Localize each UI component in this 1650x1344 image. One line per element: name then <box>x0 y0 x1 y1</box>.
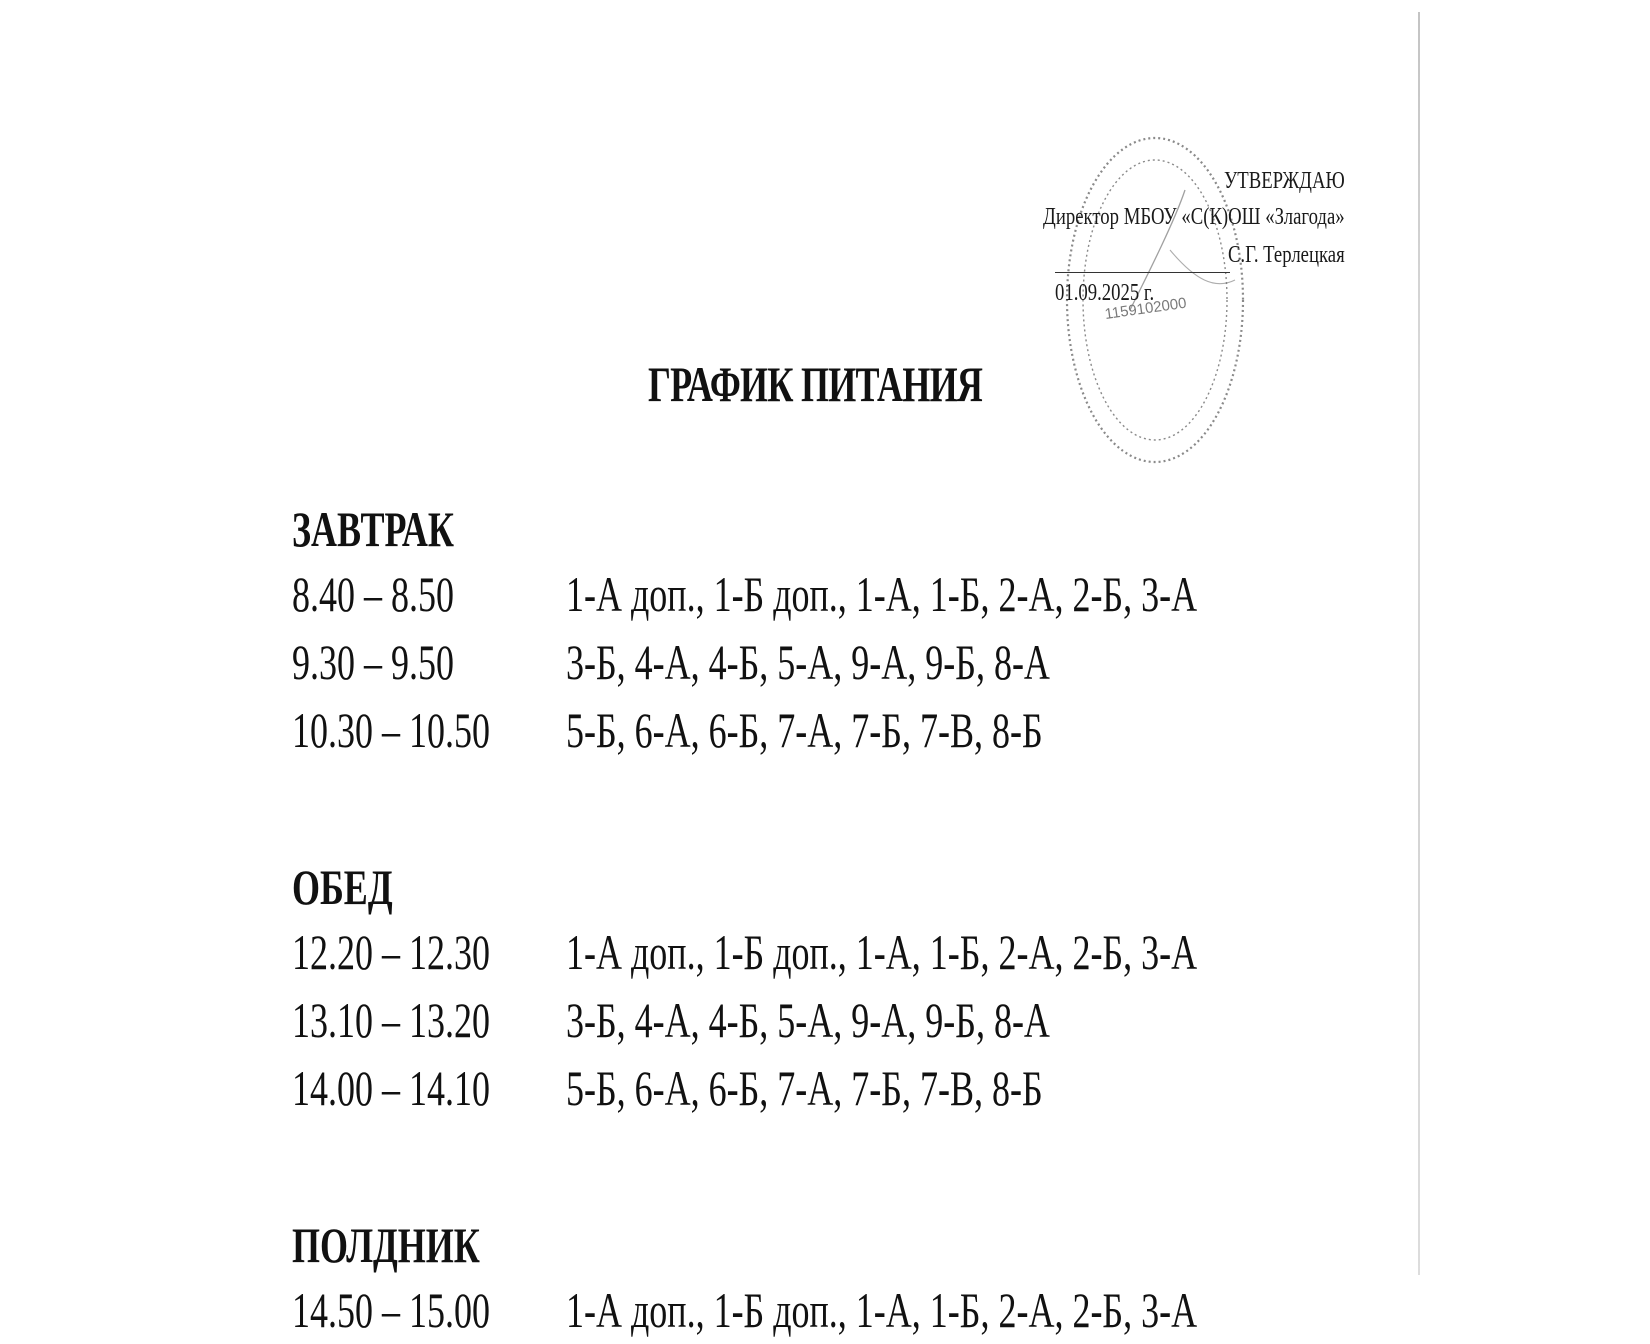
section-heading: ЗАВТРАК <box>292 501 455 557</box>
meal-classes: 1-А доп., 1-Б доп., 1-А, 1-Б, 2-А, 2-Б, 3-А <box>566 924 1198 980</box>
approval-label: УТВЕРЖДАЮ <box>1224 168 1345 194</box>
section-heading: ОБЕД <box>292 859 393 915</box>
meal-classes: 1-А доп., 1-Б доп., 1-А, 1-Б, 2-А, 2-Б, 3-А <box>566 566 1198 622</box>
approval-date: 01.09.2025 г. <box>1055 280 1155 306</box>
scan-edge-line <box>1418 12 1420 1275</box>
meal-classes: 3-Б, 4-А, 4-Б, 5-А, 9-А, 9-Б, 8-А <box>566 992 1050 1048</box>
section-afternoon-snack <box>292 1214 1198 1344</box>
section-breakfast <box>292 498 1198 764</box>
meal-time: 8.40 – 8.50 <box>292 566 454 622</box>
approval-block <box>1043 168 1345 308</box>
meal-classes: 5-Б, 6-А, 6-Б, 7-А, 7-Б, 7-В, 8-Б <box>566 702 1043 758</box>
signature-line <box>1055 272 1230 273</box>
stamp-text: 1159102000 <box>1103 294 1188 323</box>
meal-classes: 3-Б, 4-А, 4-Б, 5-А, 9-А, 9-Б, 8-А <box>566 634 1050 690</box>
signer-name: С.Г. Терлецкая <box>1228 242 1345 268</box>
section-lunch <box>292 856 1198 1122</box>
meal-time: 14.00 – 14.10 <box>292 1060 490 1116</box>
meal-schedule <box>292 498 1198 1344</box>
page-title: ГРАФИК ПИТАНИЯ <box>647 356 983 412</box>
director-line: Директор МБОУ «С(К)ОШ «Злагода» <box>1043 204 1345 230</box>
meal-classes: 1-А доп., 1-Б доп., 1-А, 1-Б, 2-А, 2-Б, 3-А <box>566 1282 1198 1338</box>
meal-time: 12.20 – 12.30 <box>292 924 490 980</box>
meal-time: 13.10 – 13.20 <box>292 992 490 1048</box>
meal-time: 10.30 – 10.50 <box>292 702 490 758</box>
schedule-row <box>292 628 1192 696</box>
schedule-row <box>292 986 1192 1054</box>
schedule-row <box>292 1276 1198 1344</box>
schedule-row <box>292 560 1198 628</box>
section-heading: ПОЛДНИК <box>292 1217 480 1273</box>
meal-time: 9.30 – 9.50 <box>292 634 454 690</box>
schedule-row <box>292 1054 1192 1122</box>
meal-classes: 5-Б, 6-А, 6-Б, 7-А, 7-Б, 7-В, 8-Б <box>566 1060 1043 1116</box>
schedule-row <box>292 918 1198 986</box>
schedule-row <box>292 696 1192 764</box>
meal-time: 14.50 – 15.00 <box>292 1282 490 1338</box>
